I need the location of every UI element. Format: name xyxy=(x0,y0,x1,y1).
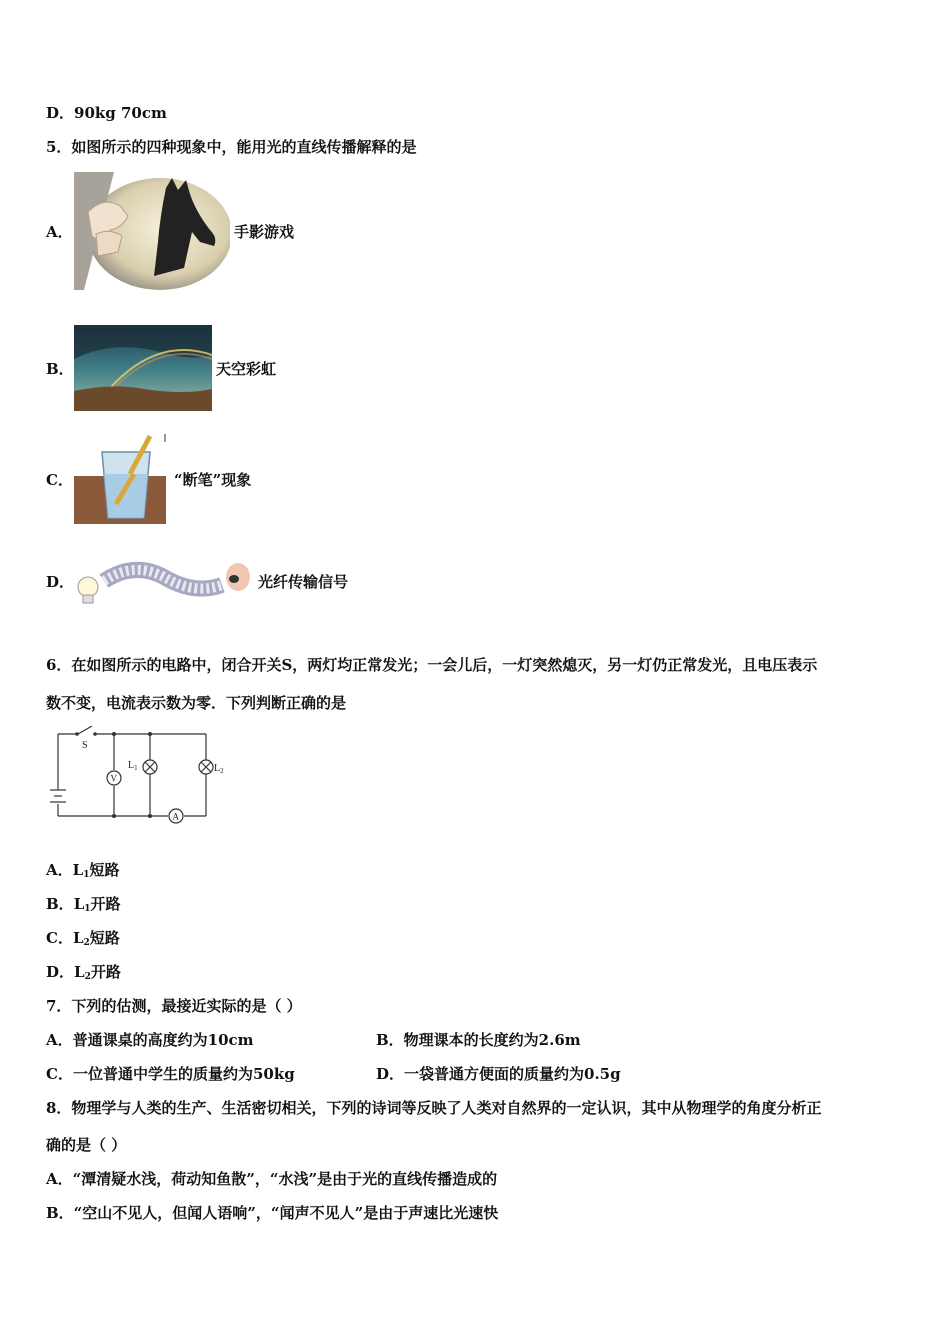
q5-option-d xyxy=(46,555,348,607)
q5-option-b xyxy=(46,325,276,411)
option-label: C． xyxy=(46,470,73,489)
option-label: D． xyxy=(46,572,75,591)
q6-option-a: A．$L_1$短路 xyxy=(46,861,120,880)
q5-stem: 5．如图所示的四种现象中，能用光的直线传播解释的是 xyxy=(46,138,417,156)
ammeter-symbol: A xyxy=(172,811,179,822)
caption: “断笔”现象 xyxy=(174,470,252,489)
q8-stem-line-2: 确的是（ ） xyxy=(46,1136,127,1154)
caption: 光纤传输信号 xyxy=(258,572,349,591)
q6-option-b: B．$L_1$开路 xyxy=(46,895,121,914)
q6-option-c: C．$L_2$短路 xyxy=(46,929,120,948)
option-label: B． xyxy=(46,359,74,378)
q7-option-d: D．一袋普通方便面的质量约为0.5g xyxy=(376,1065,621,1083)
q6-option-d: D．$L_2$开路 xyxy=(46,963,121,982)
broken-pencil-image xyxy=(74,434,170,524)
voltmeter-symbol: V xyxy=(110,773,117,784)
q6-stem-line-1: 6．在如图所示的电路中，闭合开关S，两灯均正常发光；一会儿后，一灯突然熄灭，另一灯仍正常发光，且电压表示 xyxy=(46,656,818,674)
q8-option-b: B．“空山不见人，但闻人语响”，“闻声不见人”是由于声速比光速快 xyxy=(46,1204,499,1222)
q8-option-a: A．“潭清疑水浅，荷动知鱼散”，“水浅”是由于光的直线传播造成的 xyxy=(46,1170,498,1188)
hand-shadow-image xyxy=(74,172,230,290)
lamp-1-label: $L_1$ xyxy=(128,760,138,772)
caption: 手影游戏 xyxy=(234,222,295,241)
caption: 天空彩虹 xyxy=(216,359,277,378)
q7-option-c: C．一位普通中学生的质量约为50kg xyxy=(46,1065,295,1083)
option-label: A． xyxy=(46,222,73,241)
q6-stem-line-2: 数不变，电流表示数为零．下列判断正确的是 xyxy=(46,694,347,712)
q7-option-b: B．物理课本的长度约为2.6m xyxy=(376,1031,581,1049)
switch-label: S xyxy=(82,740,88,751)
q8-stem-line-1: 8．物理学与人类的生产、生活密切相关，下列的诗词等反映了人类对自然界的一定认识，其中从物理学的角度分析正 xyxy=(46,1099,822,1117)
lamp-2-label: $L_2$ xyxy=(214,763,224,775)
q5-option-c xyxy=(46,434,251,524)
q5-option-a xyxy=(46,172,294,290)
q7-stem: 7．下列的估测，最接近实际的是（ ） xyxy=(46,997,302,1015)
rainbow-image xyxy=(74,325,212,411)
q4-option-d: D．90kg 70cm xyxy=(46,104,167,122)
q7-option-a: A．普通课桌的高度约为10cm xyxy=(46,1031,254,1049)
optical-fiber-image xyxy=(74,555,254,607)
circuit-diagram xyxy=(46,724,236,828)
